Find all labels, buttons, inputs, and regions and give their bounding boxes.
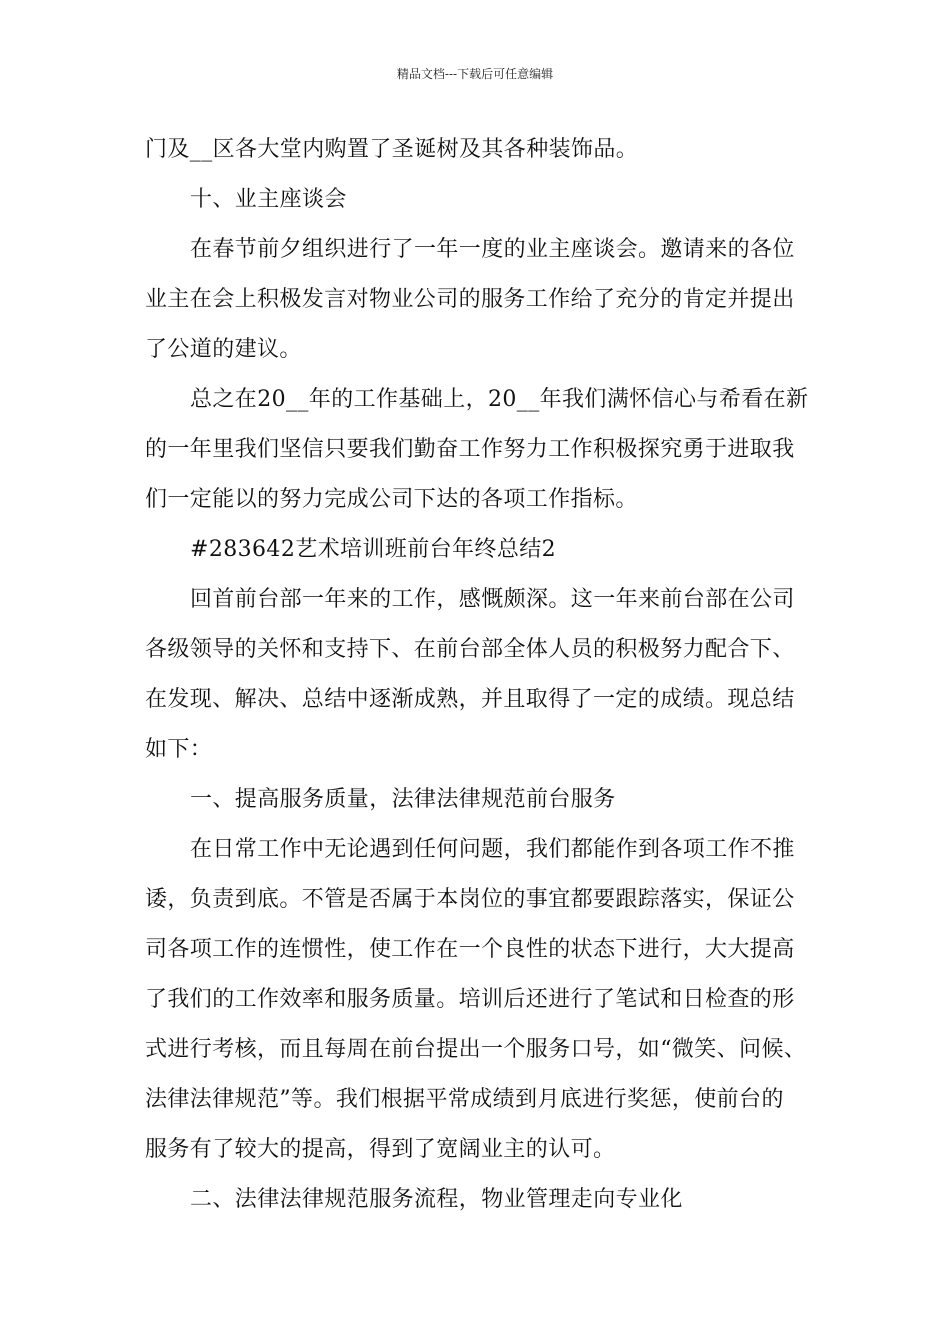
text-line: 法律法律规范”等。我们根据平常成绩到月底进行奖惩，使前台的	[145, 1087, 784, 1112]
text-line: 了我们的工作效率和服务质量。培训后还进行了笔试和日检查的形	[145, 987, 795, 1012]
text-line: 业主在会上积极发言对物业公司的服务工作给了充分的肯定并提出	[145, 287, 795, 312]
paragraph-first-line: 在春节前夕组织进行了一年一度的业主座谈会。邀请来的各位	[190, 237, 795, 262]
text-line: 服务有了较大的提高，得到了宽阔业主的认可。	[145, 1137, 616, 1162]
text-line: 司各项工作的连惯性，使工作在一个良性的状态下进行，大大提高	[145, 937, 795, 962]
text-line: 的一年里我们坚信只要我们勤奋工作努力工作积极探究勇于进取我	[145, 437, 795, 462]
text-line: 式进行考核，而且每周在前台提出一个服务口号，如“微笑、问候、	[145, 1037, 807, 1062]
text-line: 了公道的建议。	[145, 337, 302, 362]
text-line: 们一定能以的努力完成公司下达的各项工作指标。	[145, 487, 638, 512]
text-line: 门及__区各大堂内购置了圣诞树及其各种装饰品。	[145, 137, 639, 162]
page-header: 精品文档---下载后可任意编辑	[396, 67, 554, 81]
paragraph-first-line: 回首前台部一年来的工作，感慨颇深。这一年来前台部在公司	[190, 587, 795, 612]
text-line: 如下：	[145, 737, 213, 762]
section-heading: 二、法律法律规范服务流程，物业管理走向专业化	[190, 1187, 683, 1212]
paragraph-first-line: 在日常工作中无论遇到任何问题，我们都能作到各项工作不推	[190, 837, 795, 862]
section-heading: 十、业主座谈会	[190, 187, 347, 212]
section-heading: 一、提高服务质量，法律法律规范前台服务	[190, 787, 616, 812]
text-line: 诿，负责到底。不管是否属于本岗位的事宜都要跟踪落实，保证公	[145, 887, 795, 912]
text-line: 在发现、解决、总结中逐渐成熟，并且取得了一定的成绩。现总结	[145, 687, 795, 712]
document-title: #283642艺术培训班前台年终总结2	[190, 537, 557, 562]
paragraph-first-line: 总之在20__年的工作基础上，20__年我们满怀信心与希看在新	[190, 387, 809, 412]
text-line: 各级领导的关怀和支持下、在前台部全体人员的积极努力配合下、	[145, 637, 795, 662]
